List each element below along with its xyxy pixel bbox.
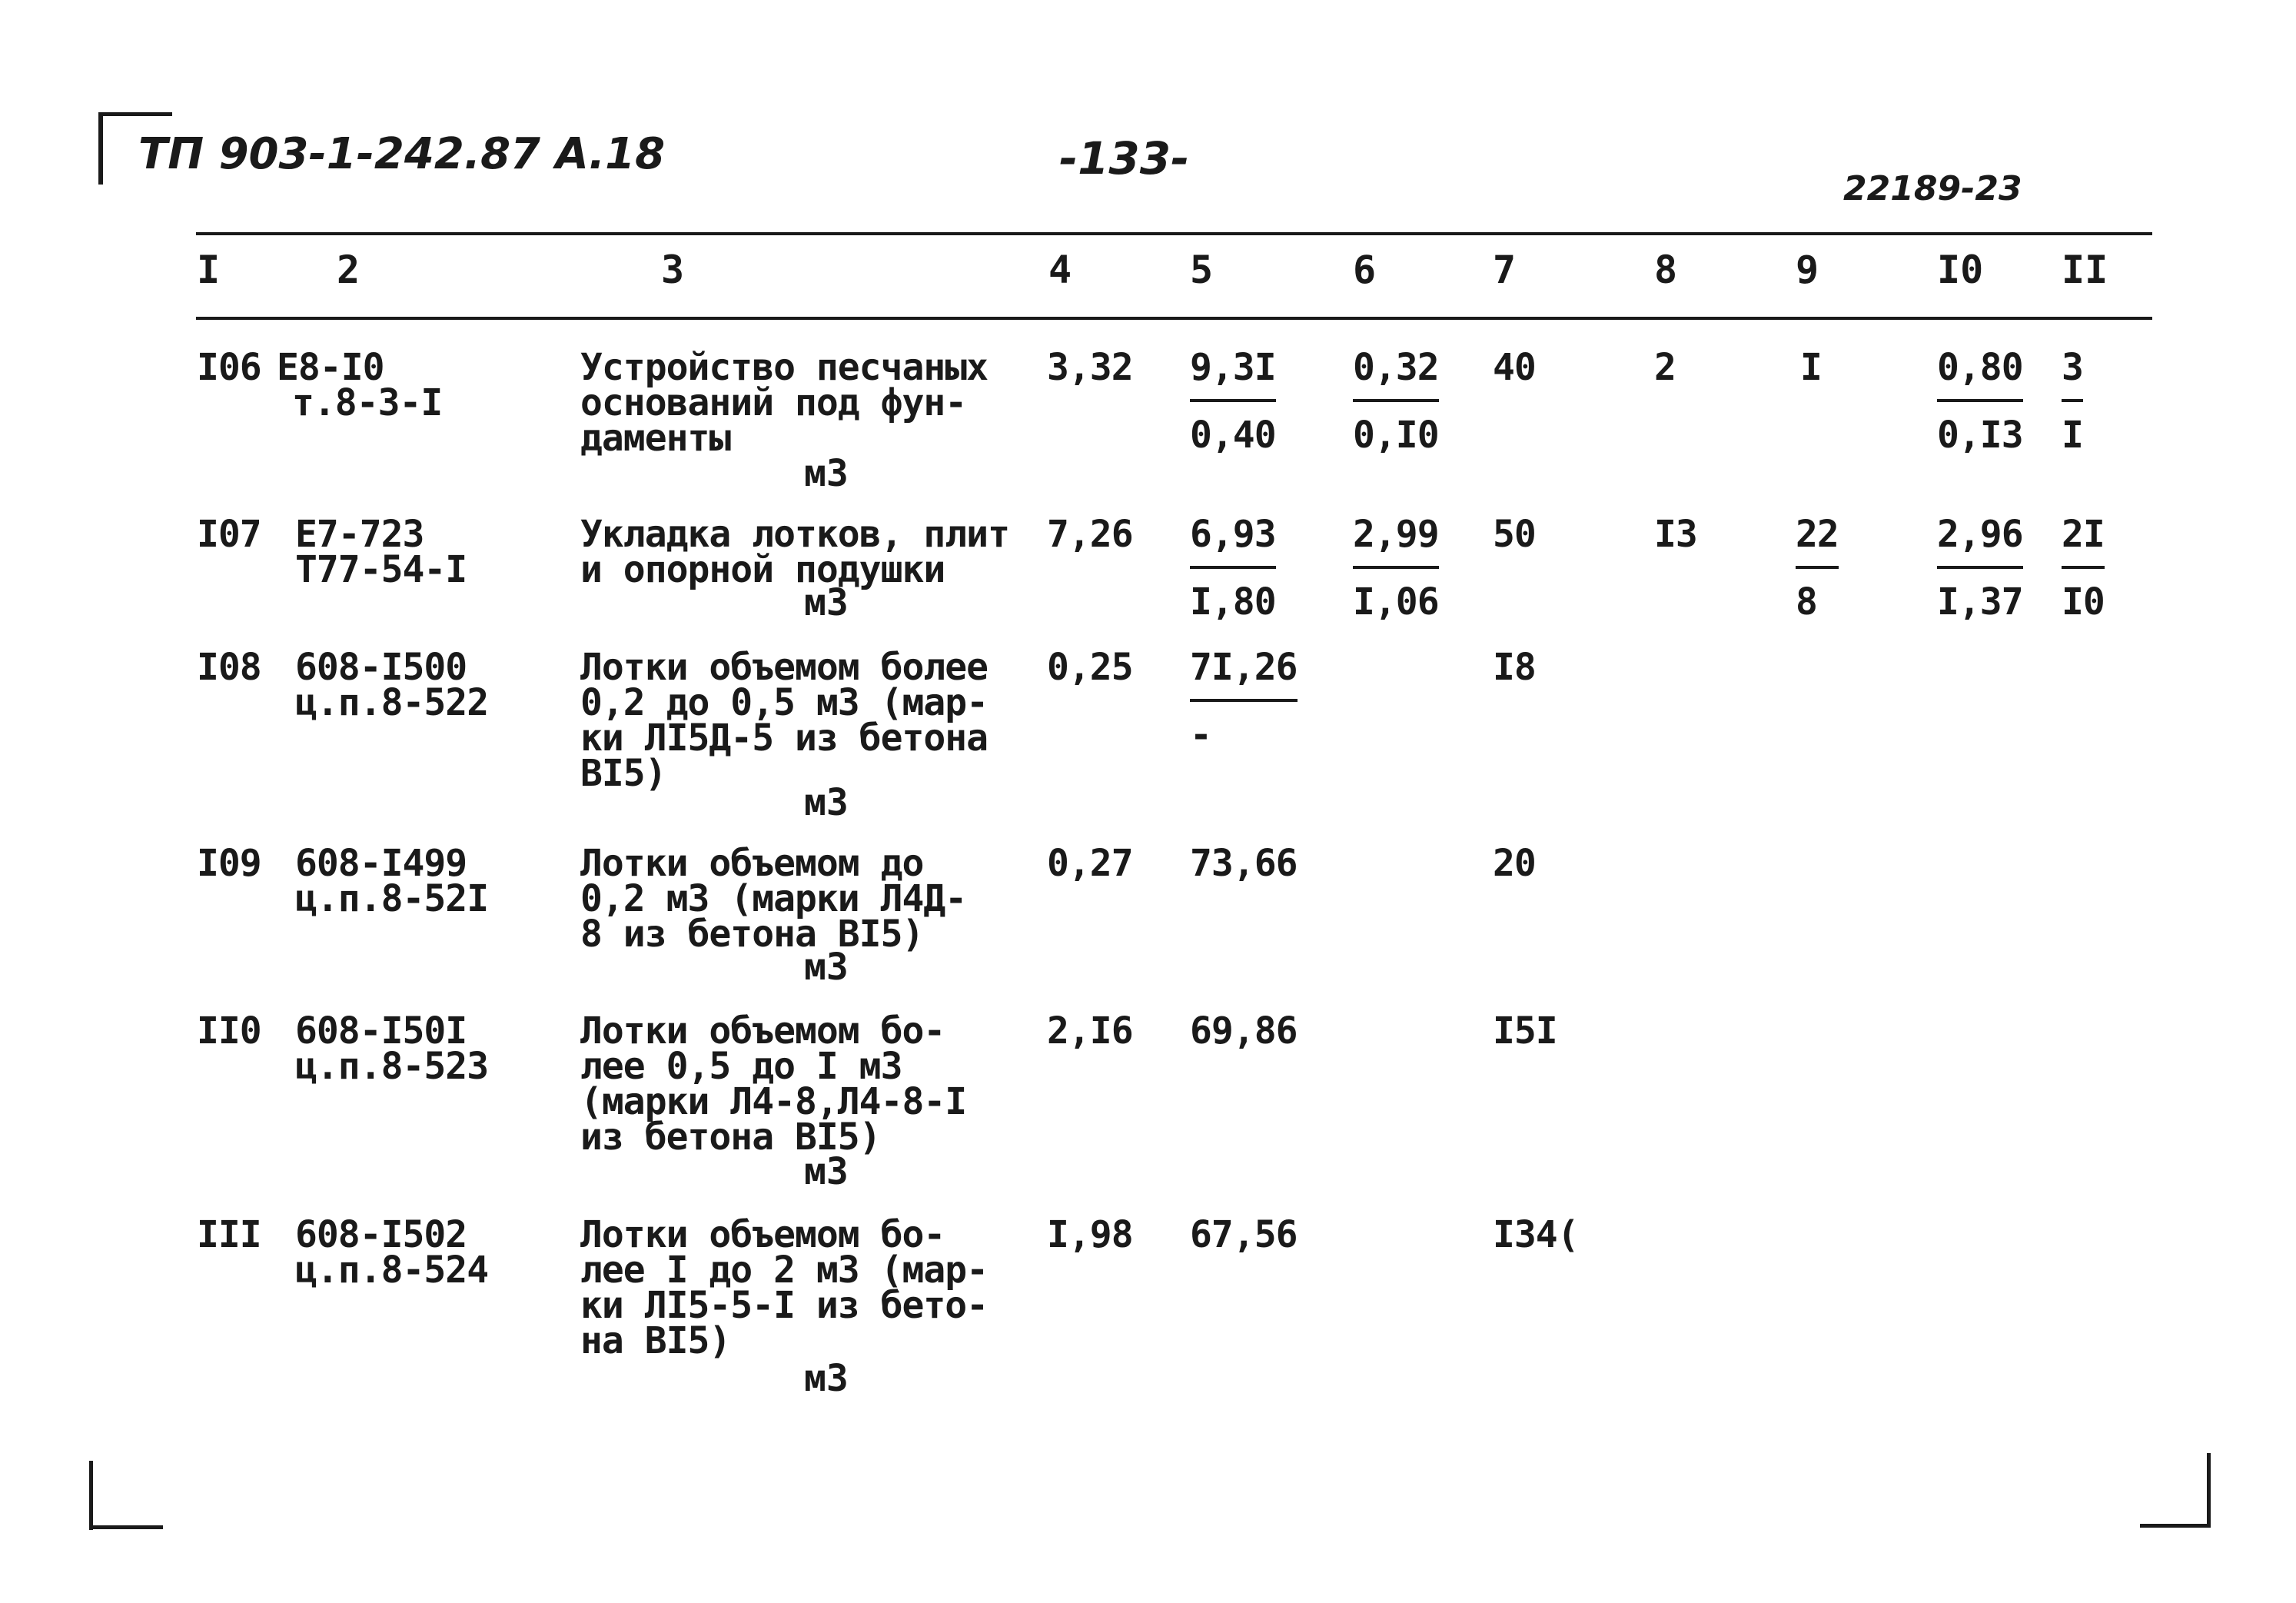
fraction-bar [2062, 399, 2083, 402]
fraction-col-5 [1190, 513, 1276, 624]
document-code: ТП 903-1-242.87 А.18 [138, 129, 666, 179]
fraction-denominator: 0,40 [1190, 414, 1276, 457]
fraction-numerator: 3 [2062, 346, 2083, 389]
norm-code-line: 608-I499 [295, 842, 467, 885]
norm-code-line: 608-I50I [295, 1009, 467, 1053]
column-header-11: II [2062, 248, 2108, 292]
fraction-denominator: 0,I3 [1937, 414, 2023, 457]
column-header-10: I0 [1937, 248, 1984, 292]
work-description-line: Лотки объемом более [580, 646, 989, 689]
work-description-line: Лотки объемом бо- [580, 1009, 945, 1053]
fraction-col-11 [2062, 346, 2083, 457]
value-col-5: 69,86 [1190, 1009, 1298, 1053]
fraction-col-6 [1353, 346, 1439, 457]
row-number: I06 [197, 346, 261, 389]
work-description-line: 0,2 до 0,5 м3 (мар- [580, 681, 989, 724]
fraction-denominator: I,37 [1937, 580, 2023, 624]
fraction-bar [1796, 566, 1839, 569]
value-col-5: 73,66 [1190, 842, 1298, 885]
norm-code-line: ц.п.8-523 [295, 1045, 489, 1088]
unit-label: м3 [804, 781, 849, 824]
table-header-rule [196, 317, 2152, 320]
work-description-line: лее I до 2 м3 (мар- [580, 1249, 989, 1292]
fraction-col-5 [1190, 346, 1276, 457]
fraction-numerator: 2,99 [1353, 513, 1439, 556]
work-description-line: Лотки объемом до [580, 842, 924, 885]
fraction-denominator: 8 [1796, 580, 1817, 624]
fraction-bar [1190, 399, 1276, 402]
unit-label: м3 [804, 581, 849, 624]
norm-code-line: Т77-54-I [295, 548, 467, 591]
fraction-numerator: 7I,26 [1190, 646, 1298, 689]
work-description-line: ки ЛI5-5-I из бето- [580, 1284, 989, 1327]
row-number: I08 [197, 646, 261, 689]
column-header-4: 4 [1048, 248, 1072, 292]
fraction-denominator: I [2062, 414, 2083, 457]
value-col-7: 40 [1493, 346, 1536, 389]
work-description-line: Укладка лотков, плит [580, 513, 1009, 556]
page-number: -133- [1059, 132, 1190, 185]
frame-corner-top-left-vertical [98, 114, 103, 185]
unit-label: м3 [804, 1357, 849, 1400]
value-col-4: 0,27 [1047, 842, 1133, 885]
value-col-7: I34( [1493, 1213, 1579, 1256]
norm-code-line: ц.п.8-52I [295, 877, 489, 920]
row-number: I09 [197, 842, 261, 885]
value-col-4: 7,26 [1047, 513, 1133, 556]
value-col-4: 3,32 [1047, 346, 1133, 389]
value-col-7: 20 [1493, 842, 1536, 885]
table-top-rule [196, 232, 2152, 235]
fraction-bar [1353, 399, 1439, 402]
value-col-5: 67,56 [1190, 1213, 1298, 1256]
work-description-line: Лотки объемом бо- [580, 1213, 945, 1256]
frame-corner-bottom-right-horizontal [2140, 1524, 2211, 1528]
fraction-numerator: 2,96 [1937, 513, 2023, 556]
fraction-bar [1190, 699, 1298, 702]
work-description-line: 0,2 м3 (марки Л4Д- [580, 877, 967, 920]
column-header-7: 7 [1493, 248, 1517, 292]
fraction-numerator: 0,80 [1937, 346, 2023, 389]
fraction-denominator: - [1190, 713, 1211, 757]
value-col-8: 2 [1654, 346, 1676, 389]
fraction-denominator: I0 [2062, 580, 2105, 624]
value-col-9: I [1800, 346, 1822, 389]
norm-code-line: т.8-3-I [292, 381, 443, 424]
frame-corner-top-left-horizontal [98, 112, 172, 116]
work-description-line: из бетона ВI5) [580, 1116, 881, 1159]
work-description-line: ки ЛI5Д-5 из бетона [580, 717, 989, 760]
fraction-bar [1937, 399, 2023, 402]
work-description-line: ВI5) [580, 752, 666, 795]
fraction-bar [2062, 566, 2105, 569]
fraction-col-6 [1353, 513, 1439, 624]
unit-label: м3 [804, 946, 849, 989]
unit-label: м3 [804, 452, 849, 495]
work-description-line: Устройство песчаных [580, 346, 989, 389]
work-description-line: и опорной подушки [580, 548, 945, 591]
unit-label: м3 [804, 1150, 849, 1193]
value-col-4: 2,I6 [1047, 1009, 1133, 1053]
column-header-6: 6 [1353, 248, 1377, 292]
frame-corner-bottom-left-vertical [89, 1461, 93, 1530]
fraction-denominator: I,06 [1353, 580, 1439, 624]
row-number: III [197, 1213, 261, 1256]
archive-stamp: 22189-23 [1843, 169, 2022, 208]
column-header-9: 9 [1796, 248, 1819, 292]
column-header-2: 2 [337, 248, 361, 292]
fraction-bar [1190, 566, 1276, 569]
work-description-line: оснований под фун- [580, 381, 967, 424]
fraction-denominator: 0,I0 [1353, 414, 1439, 457]
fraction-bar [1353, 566, 1439, 569]
fraction-col-10 [1937, 513, 2023, 624]
work-description-line: лее 0,5 до I м3 [580, 1045, 902, 1088]
fraction-numerator: 9,3I [1190, 346, 1276, 389]
value-col-4: I,98 [1047, 1213, 1133, 1256]
value-col-8: I3 [1654, 513, 1697, 556]
column-header-1: I [197, 248, 221, 292]
fraction-col-11 [2062, 513, 2105, 624]
norm-code-line: ц.п.8-524 [295, 1249, 489, 1292]
fraction-denominator: I,80 [1190, 580, 1276, 624]
column-header-5: 5 [1190, 248, 1214, 292]
fraction-numerator: 6,93 [1190, 513, 1276, 556]
value-col-4: 0,25 [1047, 646, 1133, 689]
fraction-numerator: 2I [2062, 513, 2105, 556]
fraction-col-5 [1190, 646, 1298, 757]
value-col-7: I5I [1493, 1009, 1557, 1053]
row-number: II0 [197, 1009, 261, 1053]
fraction-col-10 [1937, 346, 2023, 457]
work-description-line: на ВI5) [580, 1319, 731, 1362]
work-description-line: 8 из бетона ВI5) [580, 913, 924, 956]
fraction-numerator: 22 [1796, 513, 1839, 556]
column-header-3: 3 [661, 248, 685, 292]
work-description-line: (марки Л4-8,Л4-8-I [580, 1080, 967, 1123]
fraction-col-9 [1796, 513, 1839, 624]
norm-code-line: 608-I502 [295, 1213, 467, 1256]
fraction-numerator: 0,32 [1353, 346, 1439, 389]
frame-corner-bottom-left-horizontal [89, 1525, 163, 1529]
norm-code-line: 608-I500 [295, 646, 467, 689]
value-col-7: I8 [1493, 646, 1536, 689]
work-description-line: даменты [580, 417, 731, 460]
norm-code-line: ц.п.8-522 [295, 681, 489, 724]
norm-code-line: Е8-I0 [277, 346, 384, 389]
row-number: I07 [197, 513, 261, 556]
column-header-8: 8 [1654, 248, 1678, 292]
norm-code-line: Е7-723 [295, 513, 424, 556]
value-col-7: 50 [1493, 513, 1536, 556]
fraction-bar [1937, 566, 2023, 569]
frame-corner-bottom-right-vertical [2207, 1453, 2211, 1527]
